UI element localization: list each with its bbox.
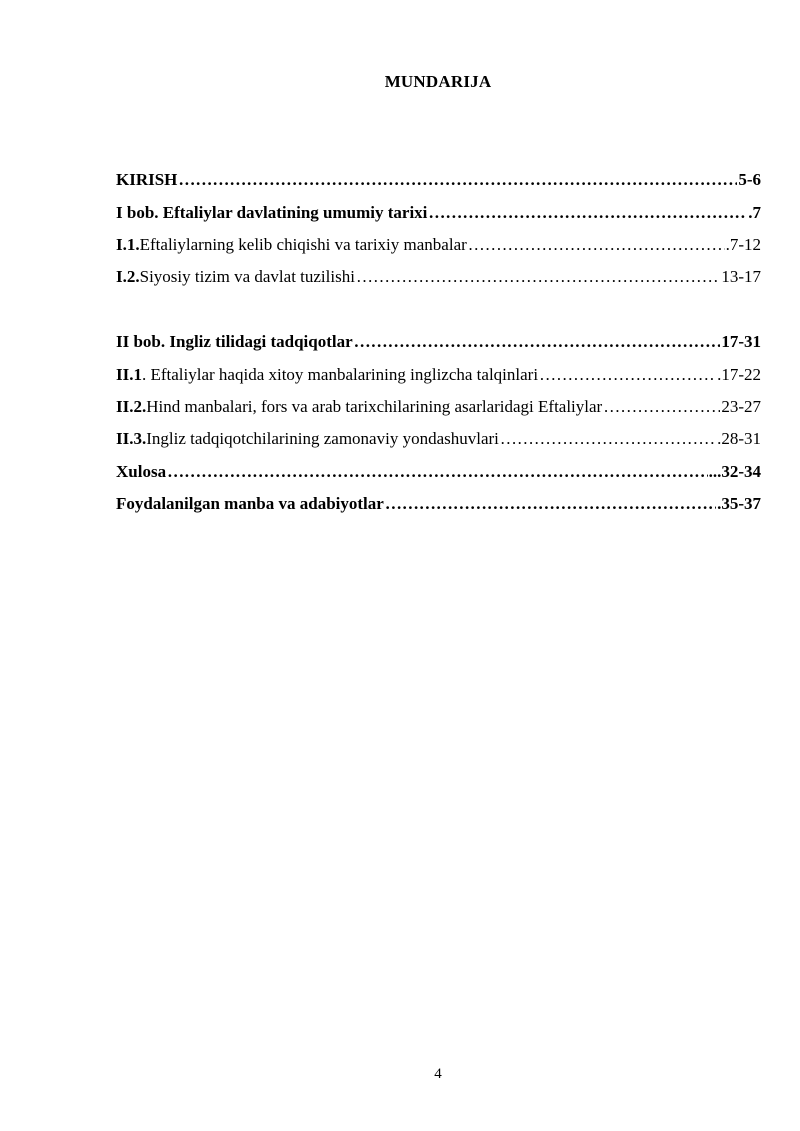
toc-entry-title: Hind manbalari, fors va arab tarixchilarining asarlaridagi Eftaliylar (146, 397, 603, 416)
toc-entry-number: I.1. (116, 235, 140, 254)
toc-entry-number: II.2. (116, 397, 147, 416)
toc-leader-dots (167, 461, 708, 483)
page-number: 4 (434, 1066, 442, 1082)
toc-entry-section-2-3 (116, 428, 761, 450)
toc-entry-title: Eftaliylarning kelib chiqishi va tarixiy manbalar (139, 235, 467, 254)
toc-entry-pages: 17-31 (721, 332, 761, 351)
toc-entry-title: KIRISH (116, 170, 178, 189)
toc-leader-dots (428, 202, 747, 224)
toc-entry-kirish (116, 169, 761, 191)
toc-entry-number: II.1 (116, 365, 142, 384)
toc-entry-section-1-2 (116, 266, 761, 288)
toc-entry-pages: .7 (748, 203, 761, 222)
toc-entry-chapter-2 (116, 331, 761, 353)
toc-entry-title: Ingliz tadqiqotchilarining zamonaviy yondashuvlari (146, 429, 499, 448)
toc-entry-number: I.2. (116, 267, 140, 286)
toc-entry-pages: ...32-34 (708, 462, 761, 481)
toc-leader-dots (354, 331, 721, 353)
toc-entry-pages: 5-6 (738, 170, 761, 189)
toc-entry-chapter-1 (116, 202, 761, 224)
toc-entry-pages: 13-17 (721, 267, 761, 286)
toc-entry-title: Foydalanilgan manba va adabiyotlar (116, 494, 384, 513)
toc-entry-section-1-1 (116, 234, 761, 256)
toc-entry-title: II bob. Ingliz tilidagi tadqiqotlar (116, 332, 353, 351)
toc-entry-conclusion (116, 461, 761, 483)
toc-entry-pages: 23-27 (721, 397, 761, 416)
toc-entry-number: II.3. (116, 429, 147, 448)
toc-entry-pages: .35-37 (717, 494, 761, 513)
toc-leader-dots (500, 428, 716, 450)
toc-entry-section-2-2 (116, 396, 761, 418)
toc-entry-pages: .7-12 (725, 235, 761, 254)
toc-leader-dots (356, 266, 720, 288)
page-title: MUNDARIJA (384, 72, 492, 91)
toc-entry-pages: .28-31 (717, 429, 761, 448)
toc-leader-dots (468, 234, 725, 256)
toc-entry-title: Siyosiy tizim va davlat tuzilishi (139, 267, 355, 286)
toc-entry-title: I bob. Eftaliylar davlatining umumiy tarixi (116, 203, 428, 222)
toc-entry-pages: .17-22 (717, 365, 761, 384)
toc-leader-dots (539, 364, 716, 386)
toc-entry-title: Xulosa (116, 462, 167, 481)
toc-leader-dots (603, 396, 720, 418)
toc-entry-references (116, 493, 761, 515)
toc-leader-dots (178, 169, 737, 191)
toc-entry-section-2-1 (116, 364, 761, 386)
toc-leader-dots (385, 493, 716, 515)
toc-entry-title: . Eftaliylar haqida xitoy manbalarining inglizcha talqinlari (141, 365, 539, 384)
